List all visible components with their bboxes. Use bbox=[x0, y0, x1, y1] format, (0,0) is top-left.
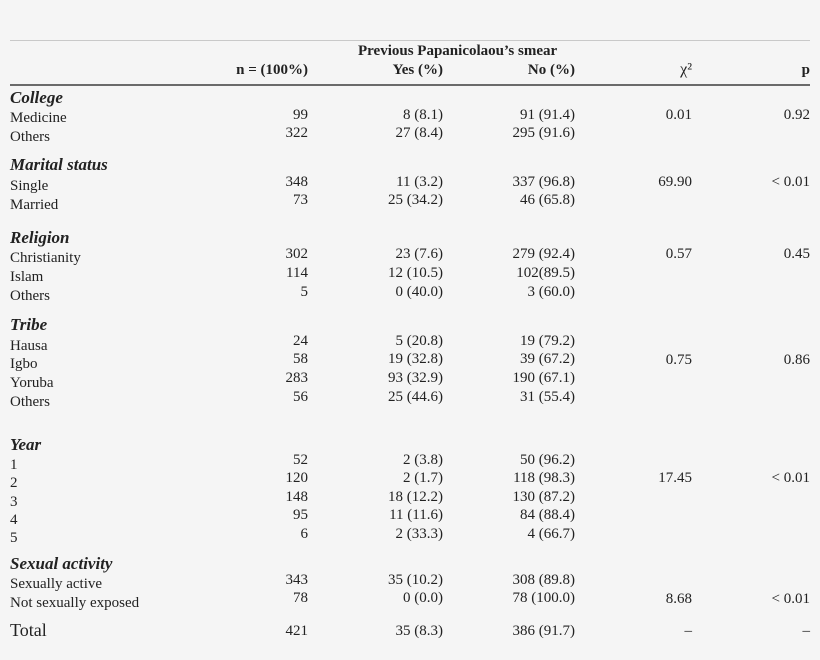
row-label: Others bbox=[10, 288, 50, 304]
group-header: Previous Papanicolaou’s smear bbox=[358, 43, 558, 59]
cell-n: 58 bbox=[293, 351, 308, 367]
cell-no: 91 (91.4) bbox=[520, 107, 575, 123]
table-top-rule bbox=[10, 40, 810, 41]
cell-n: 322 bbox=[285, 125, 308, 141]
cell-yes: 11 (11.6) bbox=[389, 507, 443, 523]
cell-n: 24 bbox=[293, 333, 308, 349]
cell-no: 295 (91.6) bbox=[512, 125, 575, 141]
cell-no: 279 (92.4) bbox=[512, 246, 575, 262]
cell-p: 0.45 bbox=[783, 246, 810, 262]
cell-n: 6 bbox=[300, 526, 308, 542]
cell-p: 0.86 bbox=[783, 352, 810, 368]
cell-n: 95 bbox=[293, 507, 308, 523]
row-label: Married bbox=[10, 197, 59, 213]
cell-yes: 93 (32.9) bbox=[388, 370, 443, 386]
total-label: Total bbox=[10, 620, 47, 640]
cell-n: 78 bbox=[293, 590, 308, 606]
cell-n: 114 bbox=[286, 265, 308, 281]
cell-yes: 23 (7.6) bbox=[395, 246, 443, 262]
cell-n: 73 bbox=[293, 192, 308, 208]
cell-n: 343 bbox=[285, 572, 308, 588]
cell-no: 102(89.5) bbox=[516, 265, 575, 281]
cell-n: 52 bbox=[293, 452, 308, 468]
row-label: 1 bbox=[10, 457, 18, 473]
col-header-n: n = (100%) bbox=[236, 62, 308, 78]
cell-yes: 2 (3.8) bbox=[403, 452, 443, 468]
section-title: Tribe bbox=[10, 315, 48, 334]
cell-chi2: 0.75 bbox=[665, 352, 692, 368]
cell-yes: 11 (3.2) bbox=[396, 174, 443, 190]
cell-yes: 25 (44.6) bbox=[388, 389, 443, 405]
cell-no: 190 (67.1) bbox=[512, 370, 575, 386]
cell-no: 50 (96.2) bbox=[520, 452, 575, 468]
cell-yes: 27 (8.4) bbox=[395, 125, 443, 141]
col-header-p: p bbox=[801, 62, 810, 78]
cell-yes: 35 (10.2) bbox=[388, 572, 443, 588]
cell-n: 283 bbox=[285, 370, 308, 386]
cell-chi2: 8.68 bbox=[665, 591, 692, 607]
cell-p: < 0.01 bbox=[771, 470, 810, 486]
cell-yes: 0 (0.0) bbox=[403, 590, 443, 606]
cell-yes: 8 (8.1) bbox=[403, 107, 443, 123]
cell-yes: 2 (1.7) bbox=[403, 470, 443, 486]
cell-n: 148 bbox=[285, 489, 308, 505]
row-label: Igbo bbox=[10, 356, 38, 372]
cell-yes: 0 (40.0) bbox=[395, 284, 443, 300]
cell-no: 337 (96.8) bbox=[512, 174, 575, 190]
cell-no: 308 (89.8) bbox=[512, 572, 575, 588]
total-n: 421 bbox=[285, 623, 308, 639]
row-label: Not sexually exposed bbox=[10, 595, 140, 611]
total-p: – bbox=[802, 623, 810, 639]
row-label: Medicine bbox=[10, 110, 67, 126]
section-title: Religion bbox=[10, 228, 70, 247]
cell-no: 84 (88.4) bbox=[520, 507, 575, 523]
cell-no: 130 (87.2) bbox=[512, 489, 575, 505]
section-title: Marital status bbox=[10, 155, 108, 174]
cell-n: 99 bbox=[293, 107, 308, 123]
row-label: Yoruba bbox=[10, 375, 54, 391]
cell-no: 3 (60.0) bbox=[527, 284, 575, 300]
cell-chi2: 69.90 bbox=[658, 174, 692, 190]
row-label: Others bbox=[10, 129, 50, 145]
row-label: Sexually active bbox=[10, 576, 103, 592]
row-label: 3 bbox=[10, 494, 18, 510]
cell-yes: 18 (12.2) bbox=[388, 489, 443, 505]
cell-no: 46 (65.8) bbox=[520, 192, 575, 208]
cell-chi2: 0.01 bbox=[665, 107, 692, 123]
row-label: Single bbox=[10, 178, 49, 194]
cell-no: 4 (66.7) bbox=[527, 526, 575, 542]
cell-n: 302 bbox=[285, 246, 308, 262]
cell-chi2: 0.57 bbox=[665, 246, 692, 262]
col-header-yes: Yes (%) bbox=[392, 62, 443, 78]
row-label: Others bbox=[10, 394, 50, 410]
cell-n: 348 bbox=[285, 174, 308, 190]
total-no: 386 (91.7) bbox=[512, 623, 575, 639]
row-label: 2 bbox=[10, 475, 18, 491]
row-label: 4 bbox=[10, 512, 18, 528]
cell-n: 5 bbox=[300, 284, 308, 300]
cell-yes: 5 (20.8) bbox=[395, 333, 443, 349]
cell-p: < 0.01 bbox=[771, 174, 810, 190]
cell-no: 78 (100.0) bbox=[512, 590, 575, 606]
row-label: 5 bbox=[10, 530, 18, 546]
total-chi2: – bbox=[684, 623, 692, 639]
col-header-chi2: χ² bbox=[680, 61, 692, 78]
cell-p: 0.92 bbox=[783, 107, 810, 123]
cell-no: 31 (55.4) bbox=[520, 389, 575, 405]
total-yes: 35 (8.3) bbox=[395, 623, 443, 639]
cell-chi2: 17.45 bbox=[658, 470, 692, 486]
header-rule bbox=[10, 84, 810, 86]
col-header-no: No (%) bbox=[527, 62, 575, 78]
section-title: College bbox=[10, 88, 63, 107]
cell-no: 118 (98.3) bbox=[513, 470, 575, 486]
section-title: Sexual activity bbox=[10, 554, 113, 573]
cell-n: 120 bbox=[285, 470, 308, 486]
row-label: Hausa bbox=[10, 338, 48, 354]
cell-yes: 12 (10.5) bbox=[388, 265, 443, 281]
cell-no: 19 (79.2) bbox=[520, 333, 575, 349]
row-label: Christianity bbox=[10, 250, 81, 266]
cell-yes: 25 (34.2) bbox=[388, 192, 443, 208]
cell-n: 56 bbox=[293, 389, 308, 405]
cell-yes: 2 (33.3) bbox=[395, 526, 443, 542]
cell-no: 39 (67.2) bbox=[520, 351, 575, 367]
section-title: Year bbox=[10, 435, 42, 454]
row-label: Islam bbox=[10, 269, 44, 285]
cell-yes: 19 (32.8) bbox=[388, 351, 443, 367]
cell-p: < 0.01 bbox=[771, 591, 810, 607]
